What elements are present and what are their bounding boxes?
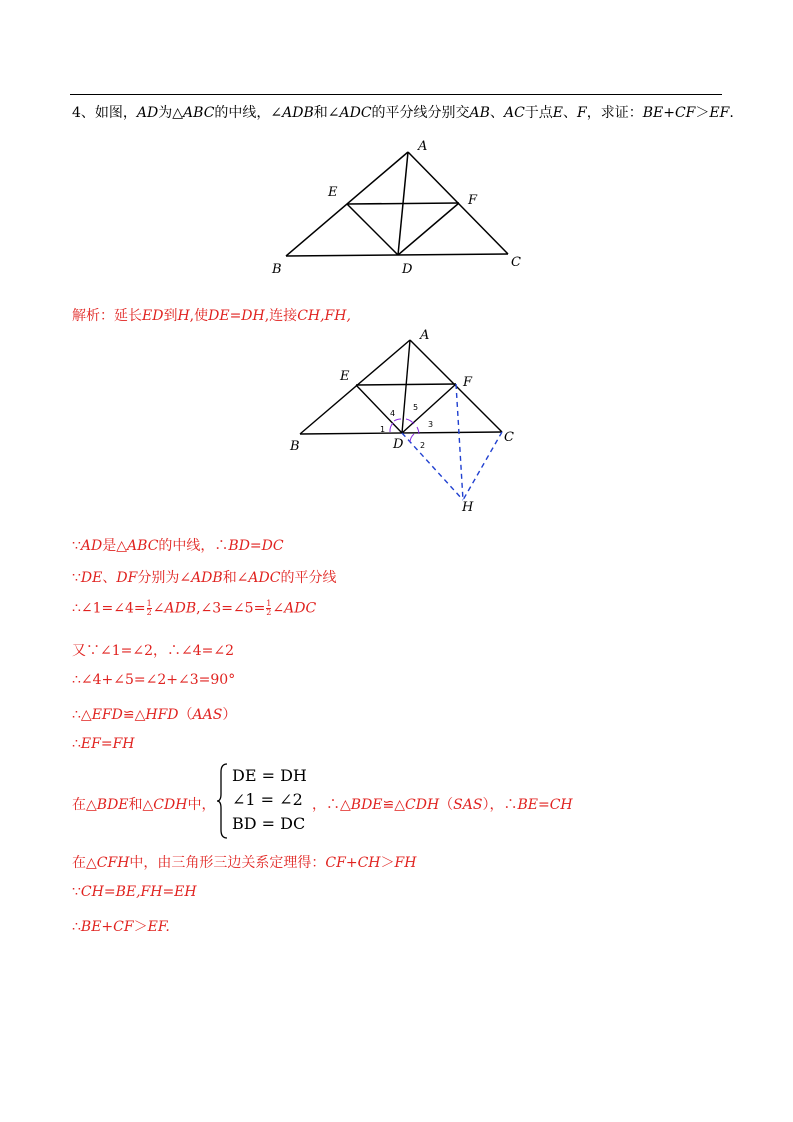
sys-conclusion — [312, 794, 573, 814]
text: ∵ — [72, 570, 81, 586]
text: DE — [80, 570, 103, 586]
text: ∴∠1=∠4= — [72, 600, 146, 617]
proof-line-9 — [72, 852, 416, 872]
text: 、 — [489, 105, 504, 121]
text: 于点 — [524, 105, 553, 121]
angle-label-3: 3 — [428, 420, 434, 429]
angle-adc: ADC — [339, 105, 372, 121]
text: 、 — [563, 105, 578, 121]
label-c: C — [504, 430, 514, 445]
dashed-ch — [463, 432, 502, 500]
text: ∠ — [272, 600, 285, 617]
equation-3: BD = DC — [232, 814, 306, 833]
text: 1 — [266, 599, 272, 608]
label-f: F — [463, 375, 473, 390]
segment-ad: AD — [136, 105, 159, 121]
text: CH,FH, — [297, 308, 351, 324]
proof-line-10 — [72, 884, 197, 900]
text: 、 — [102, 570, 117, 586]
proof-line-7 — [72, 736, 135, 752]
text: 2 — [266, 608, 272, 617]
arc-angle-1 — [390, 423, 393, 432]
text: CFH — [96, 855, 130, 871]
text: EFD — [91, 707, 123, 723]
text: ） — [222, 707, 237, 723]
expr: EF — [709, 105, 730, 121]
proof-line-1 — [72, 535, 284, 555]
text: ,使 — [189, 308, 209, 324]
text: （ — [439, 797, 454, 813]
text: EF=FH — [80, 736, 135, 752]
text: 和∠ — [313, 105, 340, 121]
text: ＞ — [695, 105, 710, 121]
label-e: E — [328, 185, 338, 200]
text: ,连接 — [264, 308, 298, 324]
text: 到 — [163, 308, 178, 324]
left-brace — [217, 762, 229, 840]
proof-line-11 — [72, 916, 170, 936]
text: BD=DC — [228, 538, 284, 554]
text: ≌△ — [122, 707, 146, 723]
text: CF+CH — [325, 855, 381, 871]
arc-angle-2 — [410, 434, 414, 442]
fraction-half — [266, 600, 271, 617]
text: 中， — [187, 797, 216, 813]
angle-label-4: 4 — [390, 409, 396, 418]
text: CDH — [153, 797, 188, 813]
segment-df — [398, 203, 459, 255]
text: CDH — [405, 797, 440, 813]
proof-line-5: ∴∠4+∠5=∠2+∠3=90° — [72, 672, 236, 688]
text: ADC — [248, 570, 281, 586]
text: 为 — [158, 105, 173, 121]
text: 和△ — [128, 797, 154, 813]
text: ∴ — [72, 919, 81, 935]
sys-intro — [72, 794, 215, 814]
label-f: F — [468, 193, 478, 208]
text: 的平分线分别交 — [371, 105, 470, 121]
angle-adb: ADB — [282, 105, 314, 121]
text: AAS — [192, 707, 223, 723]
text: ∠ — [152, 600, 165, 617]
text: 的中线，∠ — [214, 105, 283, 121]
text: ADB — [191, 570, 223, 586]
text: 的平分线 — [280, 570, 337, 586]
text: ），∴ — [482, 797, 518, 813]
text: DE=DH — [208, 308, 265, 324]
text: BDE — [96, 797, 129, 813]
text: HFD — [145, 707, 179, 723]
segment-de — [347, 204, 398, 255]
text: . — [729, 105, 734, 121]
text: H — [177, 308, 190, 324]
text: 在△ — [72, 797, 97, 813]
text: 在△ — [72, 855, 97, 871]
text: BDE — [350, 797, 383, 813]
text: 分别为∠ — [137, 570, 192, 586]
label-c: C — [511, 255, 521, 270]
label-b: B — [272, 262, 282, 277]
text: AD — [80, 538, 103, 554]
text: 2 — [146, 608, 152, 617]
text: ∵ — [72, 538, 81, 554]
proof-line-2 — [72, 567, 336, 587]
segment-ab: AB — [469, 105, 490, 121]
text: CH=BE,FH=EH — [80, 884, 197, 900]
equation-1: DE = DH — [232, 766, 307, 785]
text: ∴ — [72, 736, 81, 752]
text: ADB — [164, 600, 197, 617]
label-d: D — [402, 262, 413, 277]
label-d: D — [393, 437, 404, 452]
triangle-abc: △ABC — [172, 105, 215, 121]
text: BE+CF — [80, 919, 134, 935]
proof-line-4: 又∵∠1=∠2，∴∠4=∠2 — [72, 643, 235, 659]
segment-ef — [347, 203, 459, 204]
problem-statement — [72, 102, 734, 122]
text: 和∠ — [222, 570, 249, 586]
text: ，∴△ — [312, 797, 351, 813]
text: 、如图， — [80, 105, 137, 121]
label-a: A — [420, 328, 430, 343]
dashed-fh — [456, 384, 463, 500]
text: SAS — [453, 797, 483, 813]
text: DF — [116, 570, 138, 586]
header-rule — [70, 94, 722, 95]
angle-label-5: 5 — [413, 403, 419, 412]
problem-number: 4 — [72, 105, 81, 121]
point-f: F — [577, 105, 587, 121]
arc-angle-5 — [406, 419, 414, 424]
text: FH — [394, 855, 417, 871]
figure-2-construction — [280, 322, 530, 517]
label-e: E — [340, 369, 350, 384]
text: ＞ — [380, 855, 395, 871]
side-ab — [300, 340, 410, 434]
proof-line-6 — [72, 704, 236, 724]
expr: BE+CF — [642, 105, 696, 121]
text: 是△ — [102, 538, 128, 554]
segment-ef — [356, 384, 456, 385]
arc-angle-4 — [394, 419, 401, 421]
text: ADC — [284, 600, 317, 617]
text: （ — [178, 707, 193, 723]
text: ,∠3=∠5= — [196, 600, 266, 617]
text: ED — [142, 308, 164, 324]
text: BE=CH — [517, 797, 573, 813]
angle-label-1: 1 — [380, 425, 386, 434]
label-a: A — [418, 139, 428, 154]
text: EF. — [147, 919, 170, 935]
equation-2: ∠1 = ∠2 — [232, 790, 303, 809]
text: ∵ — [72, 884, 81, 900]
text: ∴△ — [72, 707, 92, 723]
text: 解析：延长 — [72, 308, 142, 324]
label-h: H — [462, 500, 474, 515]
text: ≌△ — [382, 797, 406, 813]
text: 中，由三角形三边关系定理得： — [129, 855, 326, 871]
dashed-dh — [402, 433, 463, 500]
equation-system — [232, 764, 307, 836]
segment-de — [356, 385, 402, 433]
angle-label-2: 2 — [420, 441, 426, 450]
text: ABC — [127, 538, 159, 554]
text: 的中线，∴ — [158, 538, 229, 554]
figure-1-triangle — [260, 130, 540, 280]
text: 1 — [146, 599, 152, 608]
label-b: B — [290, 439, 300, 454]
text: ，求证： — [586, 105, 643, 121]
text: ＞ — [133, 919, 148, 935]
fraction-half — [147, 600, 152, 617]
segment-ac: AC — [503, 105, 525, 121]
point-e: E — [552, 105, 564, 121]
proof-line-3 — [72, 600, 316, 617]
